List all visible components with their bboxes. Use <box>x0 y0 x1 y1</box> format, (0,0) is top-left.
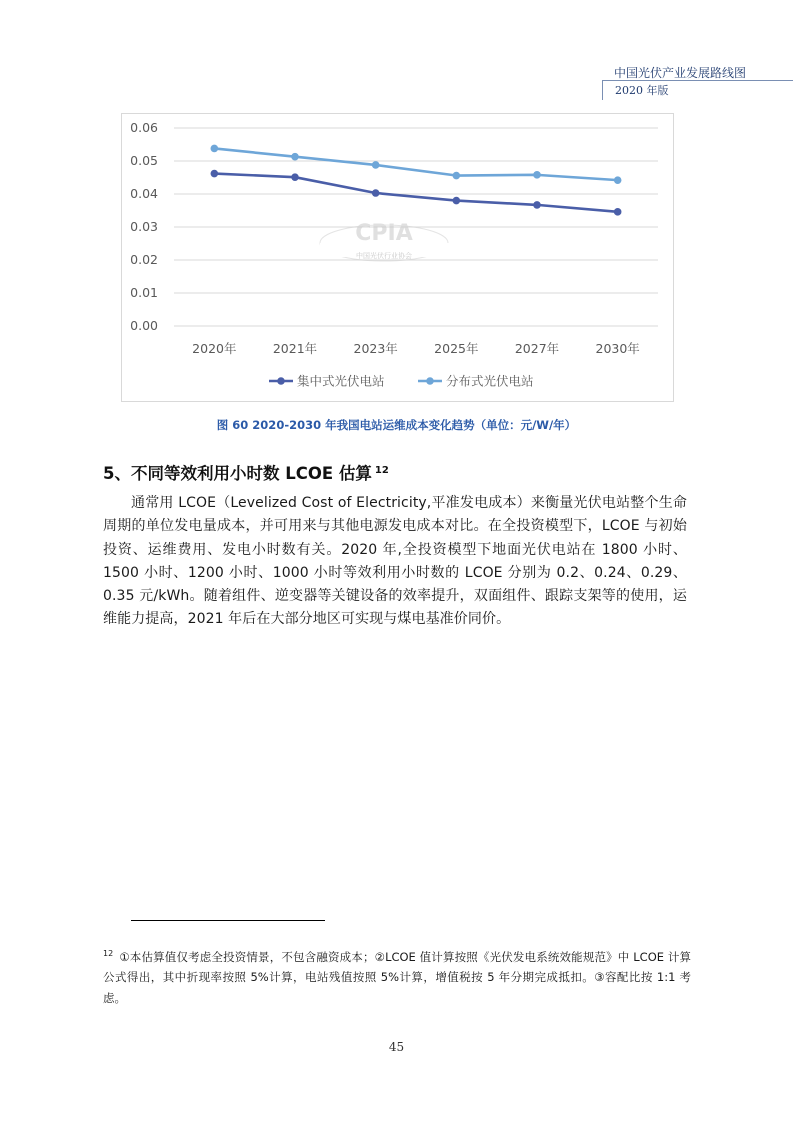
data-point <box>614 208 622 216</box>
footnote-separator <box>131 920 325 921</box>
chart-canvas <box>122 114 673 401</box>
y-tick-label: 0.00 <box>130 318 158 333</box>
x-tick-label: 2023年 <box>353 341 398 356</box>
data-point <box>533 171 541 179</box>
header-rule <box>602 80 793 81</box>
body-paragraph: 通常用 LCOE（Levelized Cost of Electricity,平准发电成本）来衡量光伏电站整个生命周期的单位发电量成本，并可用来与其他电源发电成本对比。在全投资模型下，LCOE 与初始投资、运维费用、发电小时数有关。2020 年,全投资模型下地面光伏电站在 1800 小时、1500 小时、1200 小时、1000 小时等效利用小时数的 LCOE 分别为 0.2、0.24、0.29、0.35 元/kWh。随着组件、逆变器等关键设备的效率提升，双面组件、跟踪支架等的使用，运维能力提高，2021 年后在大部分地区可实现与煤电基准价同价。 <box>103 495 687 628</box>
y-tick-label: 0.02 <box>130 252 158 267</box>
data-point <box>291 153 299 161</box>
data-point <box>211 145 219 153</box>
x-tick-label: 2027年 <box>514 341 560 356</box>
data-point <box>533 201 541 209</box>
page-number: 45 <box>388 1040 405 1054</box>
series-line-1 <box>214 174 617 212</box>
watermark-logo-text: CPIA <box>355 221 413 246</box>
legend-swatch-marker <box>277 377 285 385</box>
footnote-text: ①本估算值仅考虑全投资情景，不包含融资成本；②LCOE 值计算按照《光伏发电系统效能规范》中 LCOE 计算公式得出，其中折现率按照 5%计算，电站残值按照 5%计算，增值税按 5 年分期完成抵扣。③容配比按 1:1 考虑。 <box>103 949 691 1005</box>
footnote-ref: 12 <box>374 464 389 476</box>
data-point <box>453 172 461 180</box>
legend-label: 集中式光伏电站 <box>297 373 385 389</box>
chart-legend <box>269 374 534 389</box>
y-tick-label: 0.05 <box>130 153 158 168</box>
x-tick-label: 2020年 <box>192 341 237 356</box>
header-vertical-rule <box>602 80 603 100</box>
data-point <box>453 197 461 205</box>
figure-caption: 图 60 2020-2030 年我国电站运维成本变化趋势（单位：元/W/年） <box>216 418 577 432</box>
x-tick-label: 2021年 <box>272 341 318 356</box>
running-header-edition: 2020 年版 <box>615 84 669 97</box>
data-point <box>372 161 380 169</box>
running-header-title: 中国光伏产业发展路线图 <box>614 66 747 80</box>
y-tick-label: 0.01 <box>130 285 158 300</box>
data-point <box>291 173 299 181</box>
x-tick-label: 2030年 <box>595 341 640 356</box>
data-point <box>372 189 380 197</box>
section-heading-text: 5、不同等效利用小时数 LCOE 估算 <box>103 464 372 483</box>
y-tick-label: 0.04 <box>130 186 158 201</box>
line-chart <box>121 113 674 402</box>
footnote <box>103 944 691 1008</box>
data-point <box>614 176 622 184</box>
legend-label: 分布式光伏电站 <box>446 373 534 389</box>
x-tick-label: 2025年 <box>434 341 479 356</box>
y-tick-label: 0.03 <box>130 219 158 234</box>
y-tick-label: 0.06 <box>130 120 158 135</box>
footnote-marker: 12 <box>103 949 114 958</box>
data-point <box>211 170 219 178</box>
section-heading <box>103 460 389 484</box>
chart-series <box>211 145 622 216</box>
legend-swatch-marker <box>426 377 434 385</box>
watermark-subtitle: 中国光伏行业协会 <box>356 252 412 260</box>
